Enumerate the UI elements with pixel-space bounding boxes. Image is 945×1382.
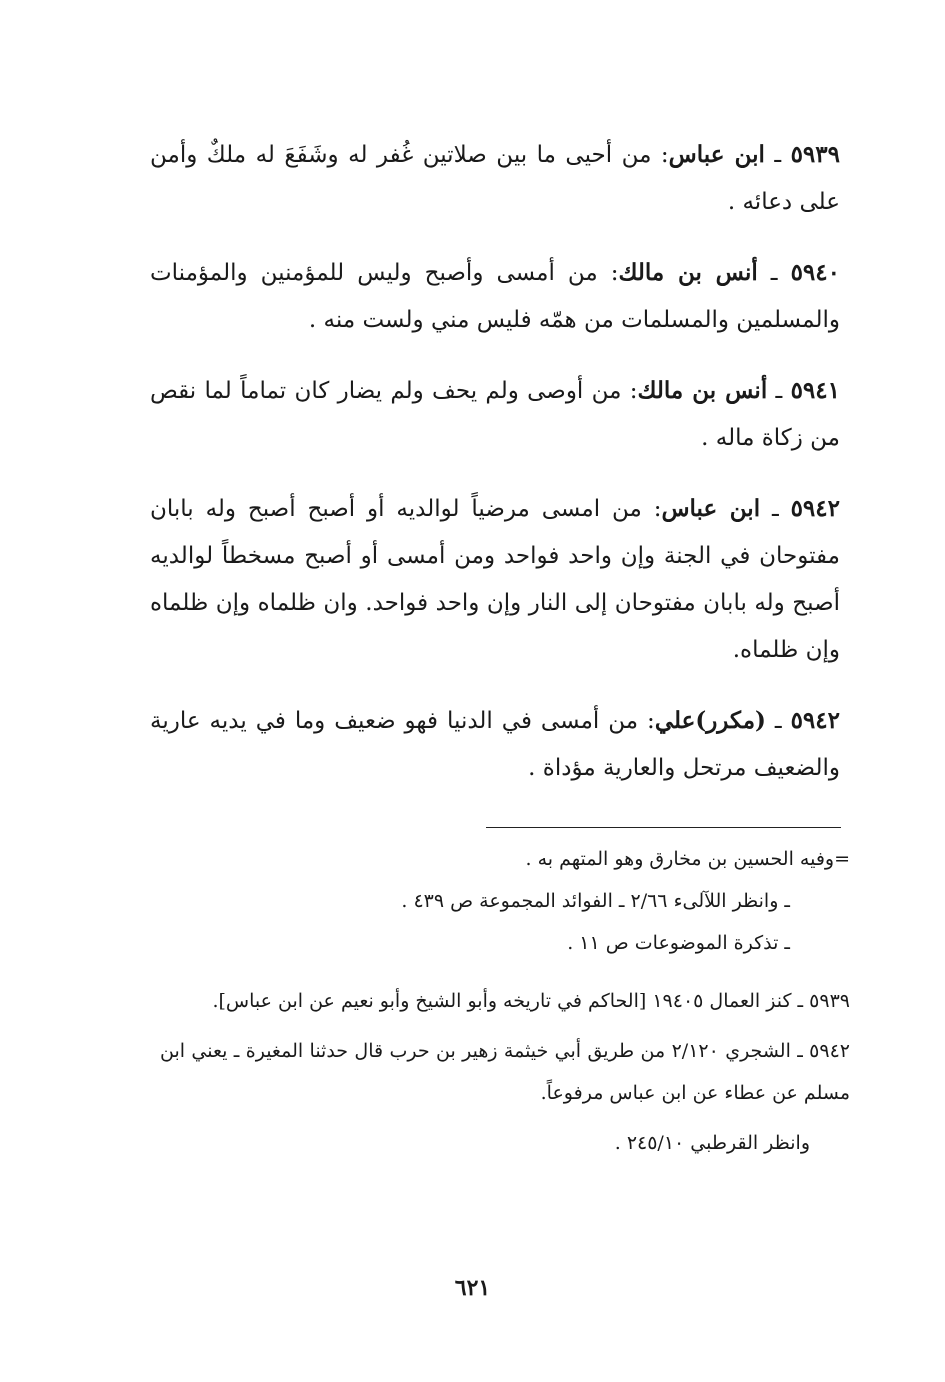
hadith-narrator: ابن عباس (661, 495, 761, 522)
hadith-number: ٥٩٤٢ (790, 495, 840, 522)
hadith-entry: ٥٩٤١ ـ أنس بن مالك: من أوصى ولم يحف ولم يضار كان تماماً لما نقص من زكاة ماله . (150, 377, 840, 451)
footnote-5939: ٥٩٣٩ ـ كنز العمال ١٩٤٠٥ [الحاكم في تاريخه وأبو الشيخ وأبو نعيم عن ابن عباس]. (212, 990, 850, 1012)
hadith-text: من أمسى في الدنيا فهو ضعيف وما في يديه عارية والضعيف مرتحل والعارية مؤداة . (150, 708, 840, 781)
footnote-continuation: =وفيه الحسين بن مخارق وهو المتهم به . (525, 848, 850, 870)
hadith-text: من أمسى وأصبح وليس للمؤمنين والمؤمنات والمسلمين والمسلمات من همّه فليس مني ولست منه . (150, 260, 840, 333)
hadith-entry: ٥٩٤٢ ـ ابن عباس: من امسى مرضياً لوالديه أو أصبح أصبح وله بابان مفتوحان في الجنة وإن واحد فواحد ومن أمسى أو أصبح مسخطاً لوالديه أصبح وله بابان مفتوحان إلى النار وإن واحد فواحد. وان ظلماه وإن ظلماه وإن ظلماه. (150, 495, 840, 663)
hadith-narrator: أنس بن مالك (618, 259, 758, 286)
footnote-reference: ـ وانظر اللآلىء ٢/٦٦ ـ الفوائد المجموعة ص ٤٣٩ . (401, 890, 790, 912)
hadith-text: من امسى مرضياً لوالديه أو أصبح أصبح وله بابان مفتوحان في الجنة وإن واحد فواحد ومن أمسى أو أصبح مسخطاً لوالديه أصبح وله بابان مفتوحان إلى النار وإن واحد فواحد. وان ظلماه وإن ظلماه وإن ظلماه. (150, 496, 840, 663)
hadith-number: ٥٩٣٩ (790, 141, 840, 168)
hadith-text: من أوصى ولم يحف ولم يضار كان تماماً لما نقص من زكاة ماله . (150, 378, 840, 451)
hadith-entry: ٥٩٤٢ ـ (مكرر)علي: من أمسى في الدنيا فهو ضعيف وما في يديه عارية والضعيف مرتحل والعارية مؤداة . (150, 707, 840, 781)
hadith-number: ٥٩٤١ (790, 377, 840, 404)
hadith-entry: ٥٩٤٠ ـ أنس بن مالك: من أمسى وأصبح وليس للمؤمنين والمؤمنات والمسلمين والمسلمات من همّه فليس مني ولست منه . (150, 259, 840, 333)
footnote-5942: ٥٩٤٢ ـ الشجري ٢/١٢٠ من طريق أبي خيثمة زهير بن حرب قال حدثنا المغيرة ـ يعني ابن مسلم عن عطاء عن ابن عباس مرفوعاً. (160, 1040, 850, 1104)
footnote-divider (486, 827, 841, 828)
hadith-list (150, 108, 840, 812)
hadith-number: ٥٩٤٠ (790, 259, 840, 286)
hadith-narrator: (مكرر)علي (654, 707, 766, 734)
hadith-narrator: ابن عباس (668, 141, 765, 168)
footnotes (160, 838, 850, 1172)
footnote-5942-reference: وانظر القرطبي ٢٤٥/١٠ . (614, 1132, 810, 1154)
hadith-entry: ٥٩٣٩ ـ ابن عباس: من أحيى ما بين صلاتين غُفر له وشَفَعَ له ملكٌ وأمن على دعائه . (150, 141, 840, 215)
footnote-reference: ـ تذكرة الموضوعات ص ١١ . (567, 932, 790, 954)
hadith-narrator: أنس بن مالك (637, 377, 768, 404)
hadith-number: ٥٩٤٢ (790, 707, 840, 734)
hadith-text: من أحيى ما بين صلاتين غُفر له وشَفَعَ له ملكٌ وأمن على دعائه . (150, 142, 840, 215)
page-number: ٦٢١ (454, 1275, 491, 1301)
